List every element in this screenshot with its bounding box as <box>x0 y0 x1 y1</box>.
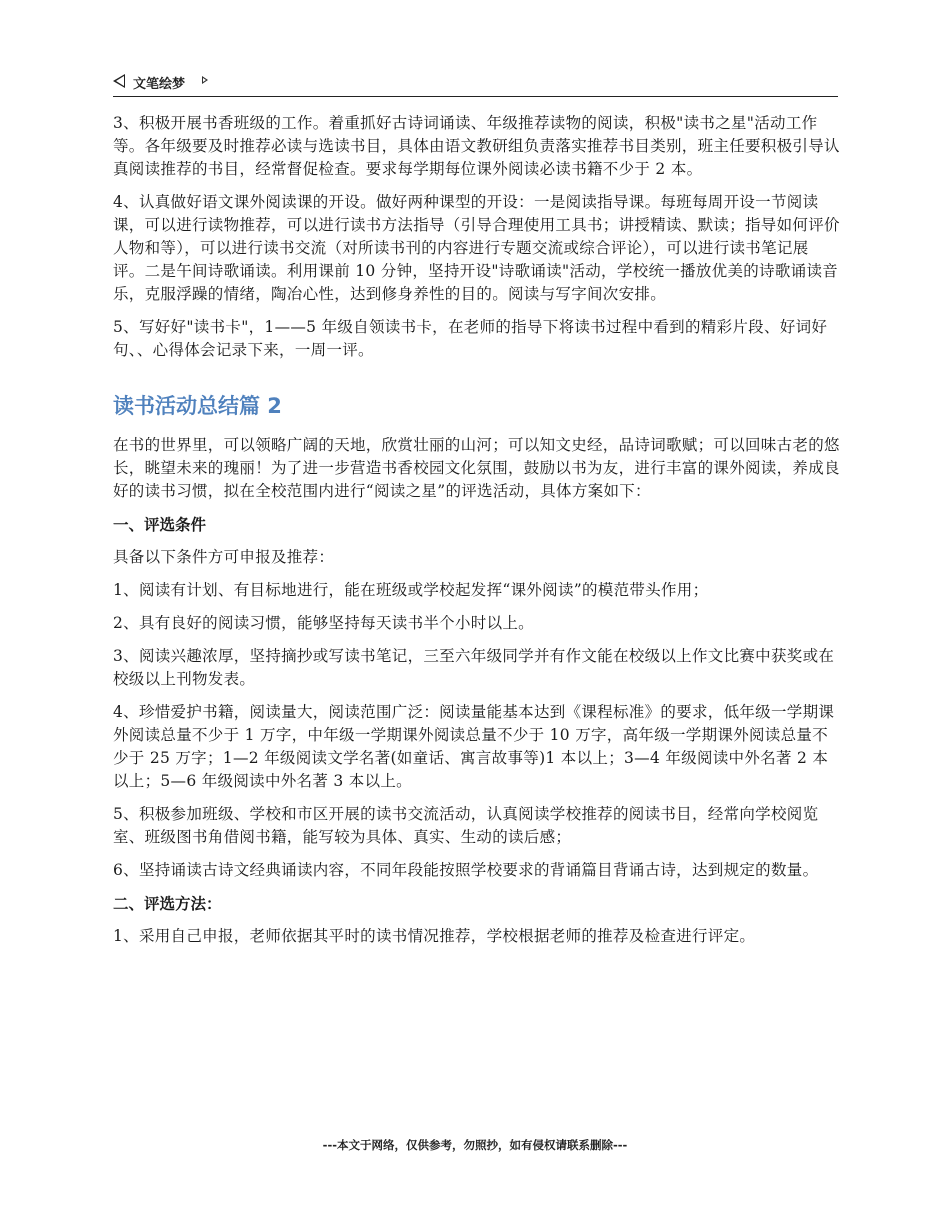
document-body <box>113 112 840 958</box>
footer-notice: ---本文于网络，仅供参考，勿照抄，如有侵权请联系删除--- <box>322 1138 628 1152</box>
criteria-item: 4、珍惜爱护书籍，阅读量大，阅读范围广泛：阅读量能基本达到《课程标准》的要求，低年级一学期课外阅读总量不少于 1 万字，中年级一学期课外阅读总量不少于 10 万字，高年级一学期课外阅读总量不少于 25 万字；1—2 年级阅读文学名著(如童话、寓言故事等)1 本以上；3—4 年级阅读中外名著 2 本以上；5—6 年级阅读中外名著 3 本以上。 <box>113 703 835 790</box>
paragraph: 4、认真做好语文课外阅读课的开设。做好两种课型的开设：一是阅读指导课。每班每周开设一节阅读课，可以进行读物推荐，可以进行读书方法指导（引导合理使用工具书；讲授精读、默读；指导如何评价人物和等），可以进行读书交流（对所读书刊的内容进行专题交流或综合评论），可以进行读书笔记展评。二是午间诗歌诵读。利用课前 10 分钟，坚持开设"诗歌诵读"活动，学校统一播放优美的诗歌诵读音乐，克服浮躁的情绪，陶冶心性，达到修身养性的目的。阅读与写字间次安排。 <box>113 193 840 303</box>
method-heading: 二、评选方法： <box>113 894 222 913</box>
criteria-item: 6、坚持诵读古诗文经典诵读内容，不同年段能按照学校要求的背诵篇目背诵古诗，达到规定的数量。 <box>113 861 819 879</box>
criteria-item: 5、积极参加班级、学校和市区开展的读书交流活动，认真阅读学校推荐的阅读书目，经常向学校阅览室、班级图书角借阅书籍，能写较为具体、真实、生动的读后感； <box>113 805 819 846</box>
criteria-item: 3、阅读兴趣浓厚，坚持摘抄或写读书笔记，三至六年级同学并有作文能在校级以上作文比赛中获奖或在校级以上刊物发表。 <box>113 647 835 688</box>
triangle-left-icon <box>113 74 125 88</box>
intro-paragraph: 在书的世界里，可以领略广阔的天地，欣赏壮丽的山河；可以知文史经，品诗词歌赋；可以回味古老的悠长，眺望未来的瑰丽！为了进一步营造书香校园文化氛围，鼓励以书为友，进行丰富的课外阅读，养成良好的读书习惯，拟在全校范围内进行“阅读之星”的评选活动，具体方案如下： <box>113 436 840 500</box>
paragraph: 3、积极开展书香班级的工作。着重抓好古诗词诵读、年级推荐读物的阅读，积极"读书之星"活动工作等。各年级要及时推荐必读与选读书目，具体由语文教研组负责落实推荐书目类别，班主任要积极引导认真阅读推荐的书目，经常督促检查。要求每学期每位课外阅读必读书籍不少于 2 本。 <box>113 114 840 178</box>
paragraph: 5、写好好"读书卡"，1——5 年级自领读书卡，在老师的指导下将读书过程中看到的精彩片段、好词好句、、心得体会记录下来，一周一评。 <box>113 318 828 359</box>
page-header <box>113 72 838 97</box>
triangle-right-icon <box>202 76 208 84</box>
criteria-heading: 一、评选条件 <box>113 515 207 534</box>
criteria-item: 2、具有良好的阅读习惯，能够坚持每天读书半个小时以上。 <box>113 614 534 632</box>
method-item: 1、采用自己申报，老师依据其平时的读书情况推荐，学校根据老师的推荐及检查进行评定。 <box>113 927 756 945</box>
criteria-item: 1、阅读有计划、有目标地进行，能在班级或学校起发挥“课外阅读”的模范带头作用； <box>113 581 709 599</box>
section-title: 读书活动总结篇 2 <box>113 394 282 418</box>
header-brand: 文笔绘梦 <box>133 77 186 92</box>
criteria-lead: 具备以下条件方可申报及推荐： <box>113 548 335 566</box>
